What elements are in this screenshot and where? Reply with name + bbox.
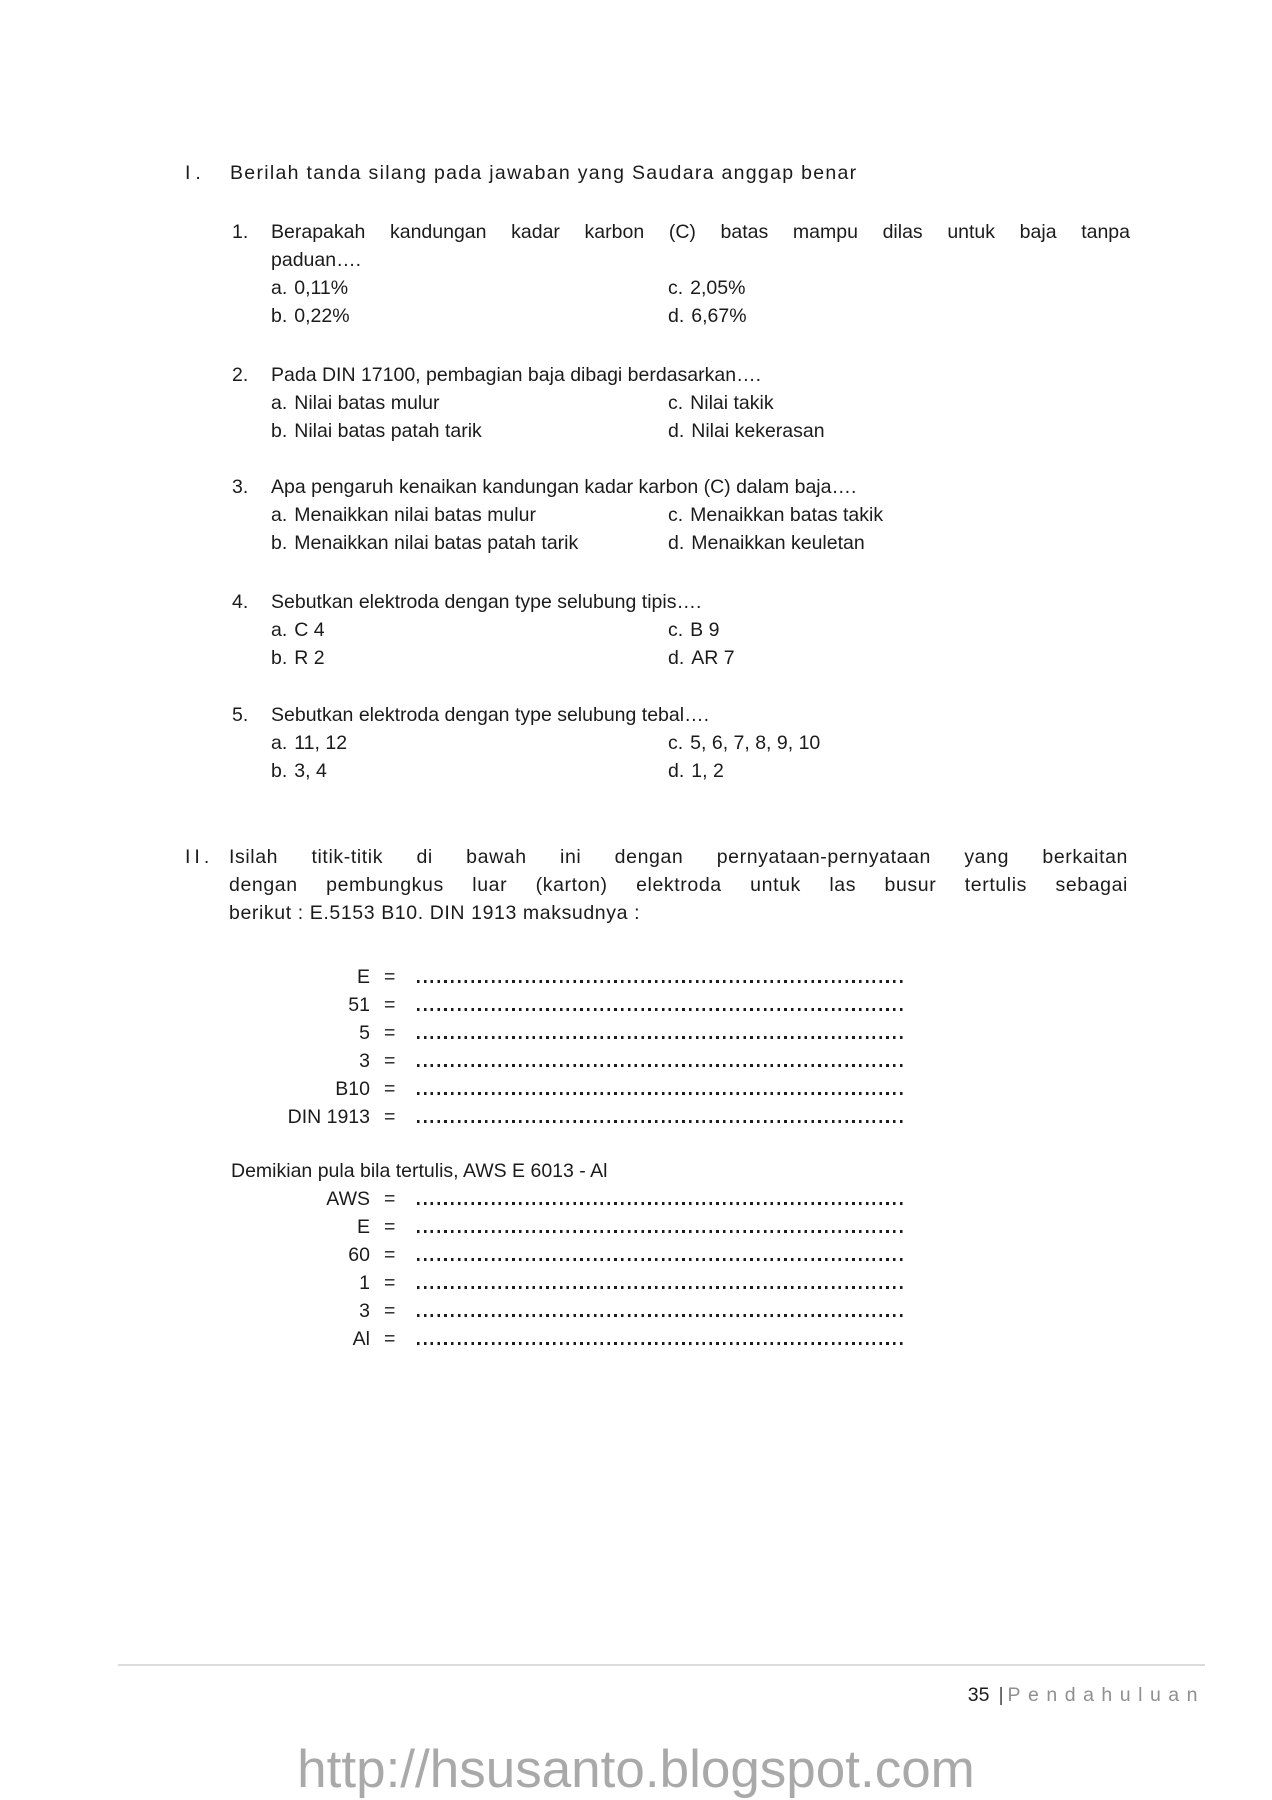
intro-line: dengan pembungkus luar (karton) elektroda untuk las busur tertulis sebagai xyxy=(229,874,1128,896)
equals-sign: = xyxy=(384,1078,396,1100)
answer-blank-line xyxy=(417,1230,905,1233)
option-label: b. xyxy=(271,420,288,442)
option-label: d. xyxy=(668,532,685,554)
options-grid xyxy=(271,389,825,445)
option-text: 1, 2 xyxy=(691,760,724,782)
question-text: Apa pengaruh kenaikan kandungan kadar karbon (C) dalam baja…. xyxy=(271,476,857,498)
option-label: a. xyxy=(271,392,288,414)
question-2 xyxy=(232,361,825,445)
answer-blank-line xyxy=(417,1120,905,1123)
option-text: 2,05% xyxy=(690,277,746,299)
fill-row-e2 xyxy=(0,1213,1272,1241)
fill-row-din1913 xyxy=(0,1103,1272,1131)
answer-blank-line xyxy=(417,1092,905,1095)
intro-line: berikut : E.5153 B10. DIN 1913 maksudnya : xyxy=(229,902,641,924)
option-text: Nilai batas mulur xyxy=(294,392,440,414)
fill-label: Al xyxy=(352,1328,370,1350)
question-text: paduan…. xyxy=(271,249,361,271)
question-number: 3. xyxy=(232,476,249,498)
footer-separator: | xyxy=(998,1684,1004,1706)
option-c xyxy=(668,501,883,529)
equals-sign: = xyxy=(384,1106,396,1128)
section-1-heading xyxy=(185,159,857,187)
option-label: b. xyxy=(271,532,288,554)
option-label: d. xyxy=(668,647,685,669)
option-text: Menaikkan nilai batas mulur xyxy=(294,504,536,526)
section-1-numeral: I. xyxy=(185,162,206,184)
option-text: C 4 xyxy=(294,619,325,641)
fill-row-aws xyxy=(0,1185,1272,1213)
fill-label: 3 xyxy=(359,1300,370,1322)
question-3 xyxy=(232,473,883,557)
equals-sign: = xyxy=(384,1244,396,1266)
option-text: R 2 xyxy=(294,647,325,669)
option-text: 0,22% xyxy=(294,305,350,327)
option-a xyxy=(271,501,668,529)
option-label: b. xyxy=(271,760,288,782)
option-label: d. xyxy=(668,760,685,782)
answer-blank-line xyxy=(417,1202,905,1205)
fill-row-1 xyxy=(0,1269,1272,1297)
option-text: Nilai batas patah tarik xyxy=(294,420,482,442)
page-number: 35 xyxy=(967,1684,990,1706)
page-footer xyxy=(968,1682,1205,1708)
answer-blank-line xyxy=(417,980,905,983)
fill-row-b10 xyxy=(0,1075,1272,1103)
option-text: 0,11% xyxy=(294,277,349,299)
option-text: Menaikkan batas takik xyxy=(690,504,884,526)
option-label: d. xyxy=(668,305,685,327)
option-c xyxy=(668,389,825,417)
fill-label: 51 xyxy=(348,994,370,1016)
option-text: B 9 xyxy=(690,619,720,641)
fill-label: E xyxy=(356,966,370,988)
fill-row-60 xyxy=(0,1241,1272,1269)
question-text: Pada DIN 17100, pembagian baja dibagi berdasarkan…. xyxy=(271,364,761,386)
option-label: c. xyxy=(668,619,684,641)
question-1 xyxy=(232,218,1130,330)
fill-label: DIN 1913 xyxy=(287,1106,370,1128)
question-text: Sebutkan elektroda dengan type selubung tipis…. xyxy=(271,591,702,613)
option-b xyxy=(271,757,668,785)
option-text: 5, 6, 7, 8, 9, 10 xyxy=(690,732,821,754)
option-text: 11, 12 xyxy=(294,732,348,754)
options-grid xyxy=(271,501,883,557)
between-text: Demikian pula bila tertulis, AWS E 6013 - Al xyxy=(231,1160,608,1182)
option-label: b. xyxy=(271,305,288,327)
option-c xyxy=(668,616,735,644)
options-grid xyxy=(271,616,735,672)
intro-line: Isilah titik-titik di bawah ini dengan pernyataan-pernyataan yang berkaitan xyxy=(229,846,1128,868)
fill-label: 1 xyxy=(359,1272,370,1294)
option-b xyxy=(271,302,668,330)
option-c xyxy=(668,729,820,757)
option-a xyxy=(271,274,668,302)
section-2-intro xyxy=(229,843,1128,927)
option-a xyxy=(271,616,668,644)
section-1-title: Berilah tanda silang pada jawaban yang Saudara anggap benar xyxy=(230,162,858,184)
footer-section-title: Pendahuluan xyxy=(1007,1684,1205,1706)
option-d xyxy=(668,302,1130,330)
equals-sign: = xyxy=(384,1216,396,1238)
option-a xyxy=(271,389,668,417)
option-text: Nilai takik xyxy=(690,392,774,414)
options-grid xyxy=(271,274,1130,330)
fill-label: AWS xyxy=(326,1188,370,1210)
answer-blank-line xyxy=(417,1286,905,1289)
option-b xyxy=(271,529,668,557)
equals-sign: = xyxy=(384,1188,396,1210)
equals-sign: = xyxy=(384,1328,396,1350)
option-label: c. xyxy=(668,732,684,754)
option-c xyxy=(668,274,1130,302)
option-label: a. xyxy=(271,732,288,754)
fill-row-e xyxy=(0,963,1272,991)
fill-row-al xyxy=(0,1325,1272,1353)
answer-blank-line xyxy=(417,1314,905,1317)
question-number: 2. xyxy=(232,364,249,386)
section-2-heading xyxy=(185,843,1128,927)
fill-row-51 xyxy=(0,991,1272,1019)
question-5 xyxy=(232,701,820,785)
equals-sign: = xyxy=(384,994,396,1016)
option-a xyxy=(271,729,668,757)
question-text: Sebutkan elektroda dengan type selubung tebal…. xyxy=(271,704,709,726)
fill-label: B10 xyxy=(335,1078,370,1100)
answer-blank-line xyxy=(417,1064,905,1067)
fill-label: 60 xyxy=(348,1244,370,1266)
option-label: c. xyxy=(668,392,684,414)
question-4 xyxy=(232,588,735,672)
question-number: 1. xyxy=(232,221,249,243)
option-d xyxy=(668,757,820,785)
fill-row-3b xyxy=(0,1297,1272,1325)
fill-label: E xyxy=(356,1216,370,1238)
option-b xyxy=(271,644,668,672)
fill-label: 3 xyxy=(359,1050,370,1072)
option-text: 3, 4 xyxy=(294,760,327,782)
option-text: Menaikkan nilai batas patah tarik xyxy=(294,532,579,554)
option-text: AR 7 xyxy=(691,647,735,669)
option-d xyxy=(668,644,735,672)
question-number: 5. xyxy=(232,704,249,726)
option-text: 6,67% xyxy=(691,305,747,327)
option-d xyxy=(668,529,883,557)
option-b xyxy=(271,417,668,445)
fill-row-5 xyxy=(0,1019,1272,1047)
equals-sign: = xyxy=(384,1272,396,1294)
option-label: c. xyxy=(668,504,684,526)
option-label: b. xyxy=(271,647,288,669)
watermark-url: http://hsusanto.blogspot.com xyxy=(297,1740,975,1799)
equals-sign: = xyxy=(384,1022,396,1044)
options-grid xyxy=(271,729,820,785)
answer-blank-line xyxy=(417,1258,905,1261)
option-label: d. xyxy=(668,420,685,442)
equals-sign: = xyxy=(384,966,396,988)
fill-row-3 xyxy=(0,1047,1272,1075)
footer-divider xyxy=(118,1664,1205,1666)
option-text: Menaikkan keuletan xyxy=(691,532,865,554)
fill-label: 5 xyxy=(359,1022,370,1044)
equals-sign: = xyxy=(384,1300,396,1322)
answer-blank-line xyxy=(417,1008,905,1011)
answer-blank-line xyxy=(417,1342,905,1345)
option-label: c. xyxy=(668,277,684,299)
option-label: a. xyxy=(271,504,288,526)
question-text: Berapakah kandungan kadar karbon (C) batas mampu dilas untuk baja tanpa xyxy=(271,221,1130,243)
section-2-numeral: II. xyxy=(185,846,214,868)
question-number: 4. xyxy=(232,591,249,613)
answer-blank-line xyxy=(417,1036,905,1039)
option-text: Nilai kekerasan xyxy=(691,420,825,442)
option-label: a. xyxy=(271,619,288,641)
equals-sign: = xyxy=(384,1050,396,1072)
option-label: a. xyxy=(271,277,288,299)
option-d xyxy=(668,417,825,445)
